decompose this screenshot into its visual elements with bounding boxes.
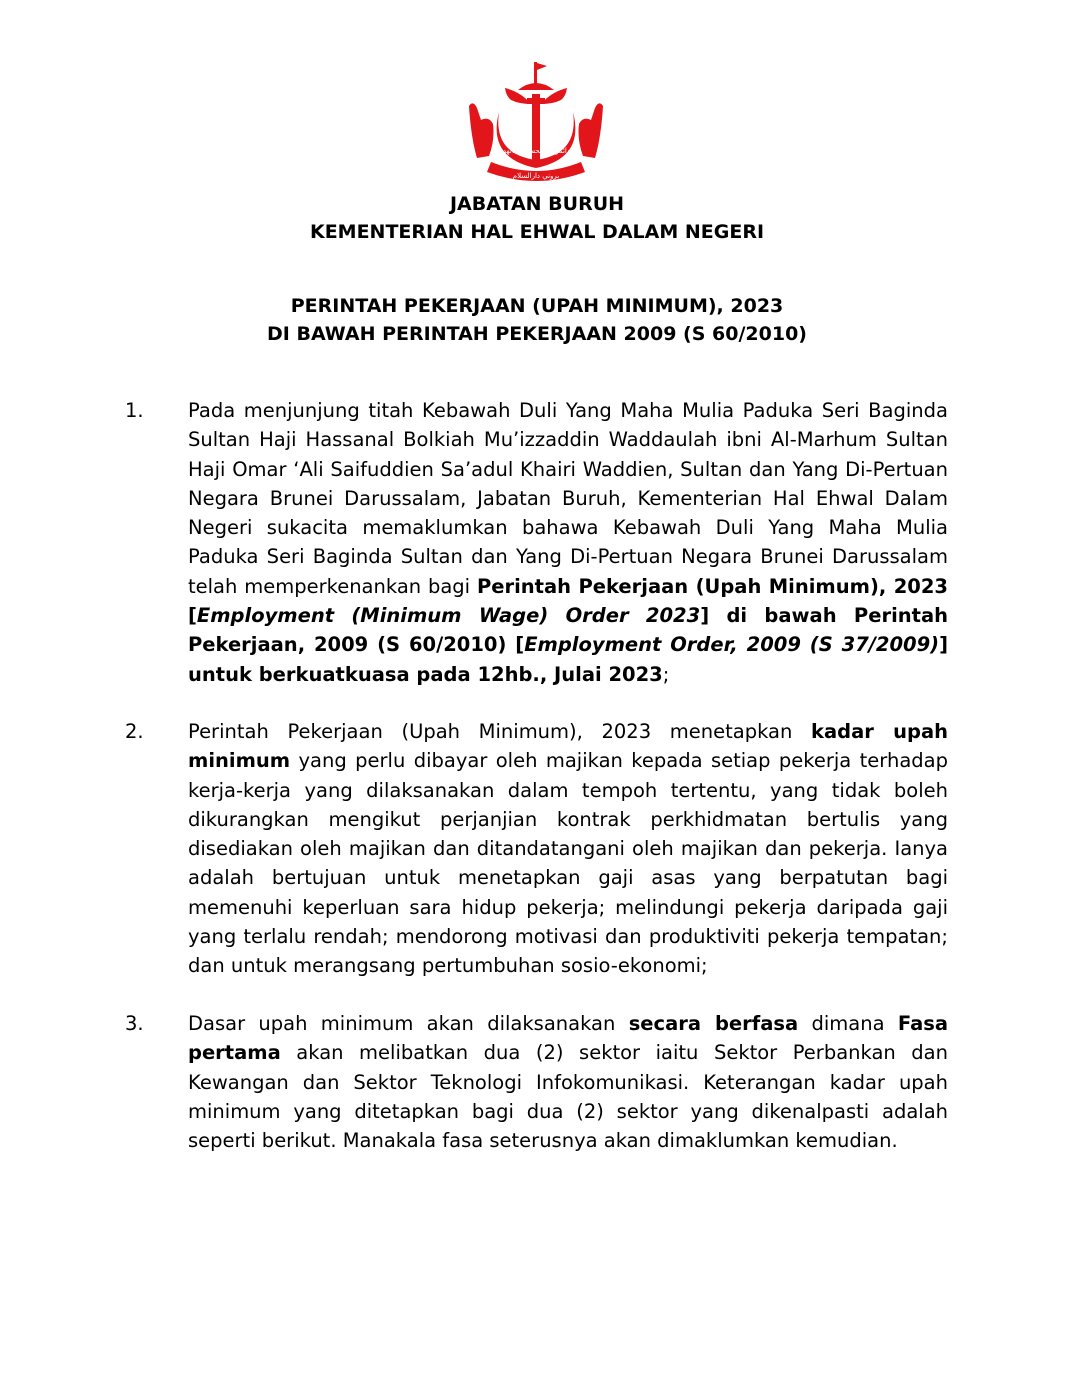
ministry-name: KEMENTERIAN HAL EHWAL DALAM NEGERI — [309, 221, 765, 243]
crest-motto: الدائمون المحسنون بالهدى — [497, 147, 575, 155]
brunei-crest-icon — [461, 58, 611, 190]
crest-scroll: بروني دارالسلام — [512, 172, 560, 180]
paragraph-1 — [120, 396, 948, 689]
agency-header — [0, 190, 1074, 246]
paragraph-number: 3. — [125, 1012, 144, 1035]
order-title-line1: PERINTAH PEKERJAAN (UPAH MINIMUM), 2023 — [290, 295, 784, 317]
paragraph-number: 1. — [125, 399, 144, 422]
paragraph-text: Pada menjunjung titah Kebawah Duli Yang Maha Mulia Paduka Seri Baginda Sultan Haji Hassanal Bolkiah Mu’izzaddin Waddaulah ibni Al-Marhum Sultan Haji Omar ‘Ali Saifuddien Sa’adul Khairi Waddien, Sultan dan Yang Di-Pertuan Negara Brunei Darussalam, Jabatan Buruh, Kementerian Hal Ehwal Dalam Negeri sukacita memaklumkan bahawa Kebawah Duli Yang Maha Mulia Paduka Seri Baginda Sultan dan Yang Di-Pertuan Negara Brunei Darussalam telah memperkenankan bagi Perintah Pekerjaan (Upah Minimum), 2023 [Employment (Minimum Wage) Order 2023] di bawah Perintah Pekerjaan, 2009 (S 60/2010) [Employment Order, 2009 (S 37/2009)] untuk berkuatkuasa pada 12hb., Julai 2023; — [188, 399, 948, 686]
paragraph-text: Dasar upah minimum akan dilaksanakan secara berfasa dimana Fasa pertama akan melibatkan dua (2) sektor iaitu Sektor Perbankan dan Kewangan dan Sektor Teknologi Infokomunikasi. Keterangan kadar upah minimum yang ditetapkan bagi dua (2) sektor yang dikenalpasti adalah seperti berikut. Manakala fasa seterusnya akan dimaklumkan kemudian. — [188, 1012, 949, 1153]
paragraph-2 — [120, 717, 948, 981]
order-title — [0, 292, 1074, 348]
department-name: JABATAN BURUH — [449, 193, 625, 215]
paragraph-number: 2. — [125, 720, 144, 743]
paragraph-3 — [120, 1009, 948, 1155]
paragraph-text: Perintah Pekerjaan (Upah Minimum), 2023 menetapkan kadar upah minimum yang perlu dibayar oleh majikan kepada setiap pekerja terhadap kerja-kerja yang dilaksanakan dalam tempoh tertentu, yang tidak boleh dikurangkan mengikut perjanjian kontrak perkhidmatan bertulis yang disediakan oleh majikan dan ditandatangani oleh majikan dan pekerja. Ianya adalah bertujuan untuk menetapkan gaji asas yang berpatutan bagi memenuhi keperluan sara hidup pekerja; melindungi pekerja daripada gaji yang terlalu rendah; mendorong motivasi dan produktiviti pekerja tempatan; dan untuk merangsang pertumbuhan sosio-ekonomi; — [188, 720, 948, 978]
order-title-line2: DI BAWAH PERINTAH PEKERJAAN 2009 (S 60/2010) — [267, 323, 807, 345]
